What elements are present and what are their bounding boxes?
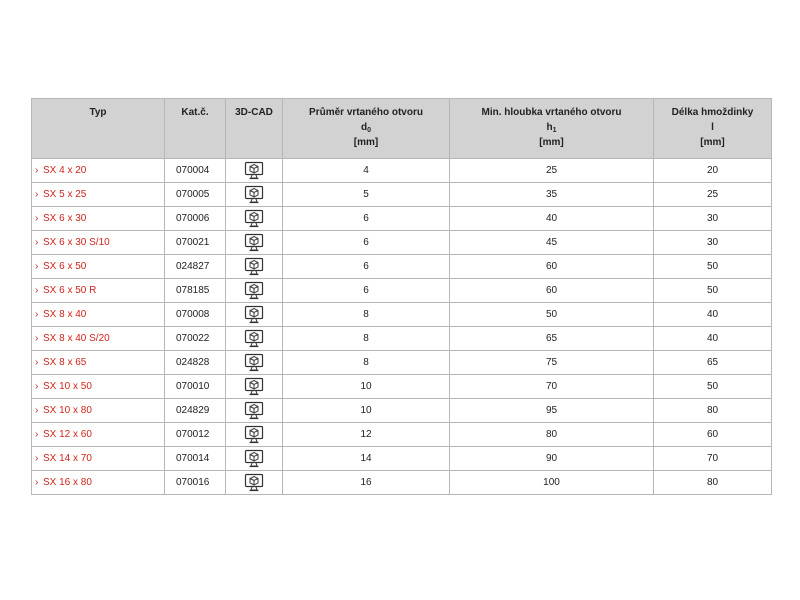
anchor-length: 80	[654, 471, 772, 495]
cad-cell	[226, 471, 283, 495]
3d-cad-monitor-icon[interactable]	[244, 233, 264, 252]
table-row	[32, 399, 772, 423]
header-cad-label: 3D-CAD	[235, 107, 273, 118]
product-type-label[interactable]: SX 8 x 40 S/20	[43, 333, 110, 344]
cad-cell	[226, 279, 283, 303]
table-row	[32, 375, 772, 399]
drill-depth: 60	[450, 279, 654, 303]
product-link[interactable]	[32, 183, 165, 207]
catalog-number: 070010	[165, 375, 226, 399]
chevron-right-icon: ›	[35, 213, 39, 224]
cad-cell	[226, 231, 283, 255]
product-link[interactable]	[32, 351, 165, 375]
catalog-number: 078185	[165, 279, 226, 303]
cad-cell	[226, 327, 283, 351]
anchor-length: 65	[654, 351, 772, 375]
header-h1-title: Min. hloubka vrtaného otvoru	[481, 107, 622, 118]
cad-cell	[226, 183, 283, 207]
header-l-unit: [mm]	[700, 137, 725, 148]
drill-diameter: 14	[283, 447, 450, 471]
3d-cad-monitor-icon[interactable]	[244, 185, 264, 204]
product-table-container	[31, 98, 771, 495]
3d-cad-monitor-icon[interactable]	[244, 425, 264, 444]
chevron-right-icon: ›	[35, 333, 39, 344]
drill-diameter: 6	[283, 279, 450, 303]
header-h1-symbol: $h_1$	[546, 122, 557, 134]
table-header	[32, 99, 772, 159]
anchor-length: 20	[654, 159, 772, 183]
table-row	[32, 159, 772, 183]
product-type-label[interactable]: SX 6 x 50 R	[43, 285, 97, 296]
drill-diameter: 6	[283, 255, 450, 279]
drill-depth: 35	[450, 183, 654, 207]
drill-depth: 70	[450, 375, 654, 399]
cad-cell	[226, 447, 283, 471]
anchor-length: 50	[654, 375, 772, 399]
cad-cell	[226, 255, 283, 279]
header-h1	[450, 99, 654, 159]
3d-cad-monitor-icon[interactable]	[244, 209, 264, 228]
catalog-number: 070016	[165, 471, 226, 495]
header-typ-label: Typ	[89, 107, 107, 118]
chevron-right-icon: ›	[35, 189, 39, 200]
anchor-length: 40	[654, 327, 772, 351]
catalog-number: 024828	[165, 351, 226, 375]
drill-diameter: 8	[283, 303, 450, 327]
product-type-label[interactable]: SX 6 x 30 S/10	[43, 237, 110, 248]
table-row	[32, 471, 772, 495]
cad-cell	[226, 399, 283, 423]
table-row	[32, 303, 772, 327]
catalog-number: 070021	[165, 231, 226, 255]
product-link[interactable]	[32, 279, 165, 303]
product-link[interactable]	[32, 423, 165, 447]
header-l	[654, 99, 772, 159]
anchor-length: 70	[654, 447, 772, 471]
3d-cad-monitor-icon[interactable]	[244, 449, 264, 468]
table-body	[32, 159, 772, 495]
chevron-right-icon: ›	[35, 381, 39, 392]
drill-diameter: 10	[283, 375, 450, 399]
3d-cad-monitor-icon[interactable]	[244, 281, 264, 300]
drill-diameter: 16	[283, 471, 450, 495]
drill-depth: 100	[450, 471, 654, 495]
product-type-label[interactable]: SX 5 x 25	[43, 189, 87, 200]
product-type-label[interactable]: SX 8 x 65	[43, 357, 87, 368]
3d-cad-monitor-icon[interactable]	[244, 353, 264, 372]
table-row	[32, 207, 772, 231]
drill-depth: 50	[450, 303, 654, 327]
catalog-number: 070005	[165, 183, 226, 207]
catalog-number: 070008	[165, 303, 226, 327]
cad-cell	[226, 423, 283, 447]
chevron-right-icon: ›	[35, 453, 39, 464]
drill-diameter: 10	[283, 399, 450, 423]
table-row	[32, 327, 772, 351]
catalog-number: 070012	[165, 423, 226, 447]
drill-diameter: 5	[283, 183, 450, 207]
product-link[interactable]	[32, 399, 165, 423]
cad-cell	[226, 159, 283, 183]
product-type-label[interactable]: SX 14 x 70	[43, 453, 92, 464]
drill-diameter: 4	[283, 159, 450, 183]
product-type-label[interactable]: SX 16 x 80	[43, 477, 92, 488]
drill-diameter: 8	[283, 327, 450, 351]
product-type-label[interactable]: SX 10 x 50	[43, 381, 92, 392]
product-type-label[interactable]: SX 6 x 50	[43, 261, 87, 272]
product-type-label[interactable]: SX 8 x 40	[43, 309, 87, 320]
header-typ	[32, 99, 165, 159]
header-h1-unit: [mm]	[539, 137, 564, 148]
catalog-number: 024827	[165, 255, 226, 279]
3d-cad-monitor-icon[interactable]	[244, 329, 264, 348]
header-d0-title: Průměr vrtaného otvoru	[309, 107, 423, 118]
product-link[interactable]	[32, 375, 165, 399]
catalog-number: 070022	[165, 327, 226, 351]
table-row	[32, 351, 772, 375]
table-row	[32, 183, 772, 207]
3d-cad-monitor-icon[interactable]	[244, 473, 264, 492]
header-kat-label: Kat.č.	[181, 107, 209, 118]
chevron-right-icon: ›	[35, 405, 39, 416]
product-link[interactable]	[32, 255, 165, 279]
product-type-label[interactable]: SX 6 x 30	[43, 213, 87, 224]
chevron-right-icon: ›	[35, 165, 39, 176]
anchor-length: 80	[654, 399, 772, 423]
catalog-number: 024829	[165, 399, 226, 423]
product-link[interactable]	[32, 159, 165, 183]
cad-cell	[226, 375, 283, 399]
drill-depth: 60	[450, 255, 654, 279]
drill-depth: 90	[450, 447, 654, 471]
product-link[interactable]	[32, 471, 165, 495]
table-row	[32, 447, 772, 471]
cad-cell	[226, 351, 283, 375]
header-kat	[165, 99, 226, 159]
table-row	[32, 255, 772, 279]
header-row	[32, 99, 772, 159]
header-d0-symbol: $d_0$	[360, 122, 371, 134]
drill-diameter: 12	[283, 423, 450, 447]
3d-cad-monitor-icon[interactable]	[244, 161, 264, 180]
table-row	[32, 279, 772, 303]
product-link[interactable]	[32, 231, 165, 255]
catalog-number: 070014	[165, 447, 226, 471]
product-table	[31, 98, 772, 495]
product-type-label[interactable]: SX 4 x 20	[43, 165, 87, 176]
drill-diameter: 6	[283, 207, 450, 231]
drill-depth: 65	[450, 327, 654, 351]
product-type-label[interactable]: SX 12 x 60	[43, 429, 92, 440]
table-row	[32, 231, 772, 255]
product-type-label[interactable]: SX 10 x 80	[43, 405, 92, 416]
anchor-length: 50	[654, 279, 772, 303]
chevron-right-icon: ›	[35, 237, 39, 248]
drill-diameter: 8	[283, 351, 450, 375]
cad-cell	[226, 207, 283, 231]
drill-depth: 75	[450, 351, 654, 375]
header-d0	[283, 99, 450, 159]
anchor-length: 50	[654, 255, 772, 279]
drill-diameter: 6	[283, 231, 450, 255]
drill-depth: 40	[450, 207, 654, 231]
table-row	[32, 423, 772, 447]
3d-cad-monitor-icon[interactable]	[244, 305, 264, 324]
header-cad	[226, 99, 283, 159]
3d-cad-monitor-icon[interactable]	[244, 257, 264, 276]
3d-cad-monitor-icon[interactable]	[244, 401, 264, 420]
drill-depth: 25	[450, 159, 654, 183]
chevron-right-icon: ›	[35, 309, 39, 320]
header-l-title: Délka hmoždinky	[671, 107, 754, 118]
cad-cell	[226, 303, 283, 327]
product-link[interactable]	[32, 447, 165, 471]
header-l-symbol: l	[711, 122, 714, 133]
drill-depth: 95	[450, 399, 654, 423]
product-link[interactable]	[32, 303, 165, 327]
chevron-right-icon: ›	[35, 477, 39, 488]
chevron-right-icon: ›	[35, 285, 39, 296]
anchor-length: 60	[654, 423, 772, 447]
anchor-length: 30	[654, 231, 772, 255]
chevron-right-icon: ›	[35, 357, 39, 368]
anchor-length: 30	[654, 207, 772, 231]
drill-depth: 80	[450, 423, 654, 447]
chevron-right-icon: ›	[35, 429, 39, 440]
anchor-length: 25	[654, 183, 772, 207]
chevron-right-icon: ›	[35, 261, 39, 272]
catalog-number: 070006	[165, 207, 226, 231]
3d-cad-monitor-icon[interactable]	[244, 377, 264, 396]
header-d0-unit: [mm]	[353, 137, 379, 148]
product-link[interactable]	[32, 207, 165, 231]
catalog-number: 070004	[165, 159, 226, 183]
drill-depth: 45	[450, 231, 654, 255]
product-link[interactable]	[32, 327, 165, 351]
anchor-length: 40	[654, 303, 772, 327]
